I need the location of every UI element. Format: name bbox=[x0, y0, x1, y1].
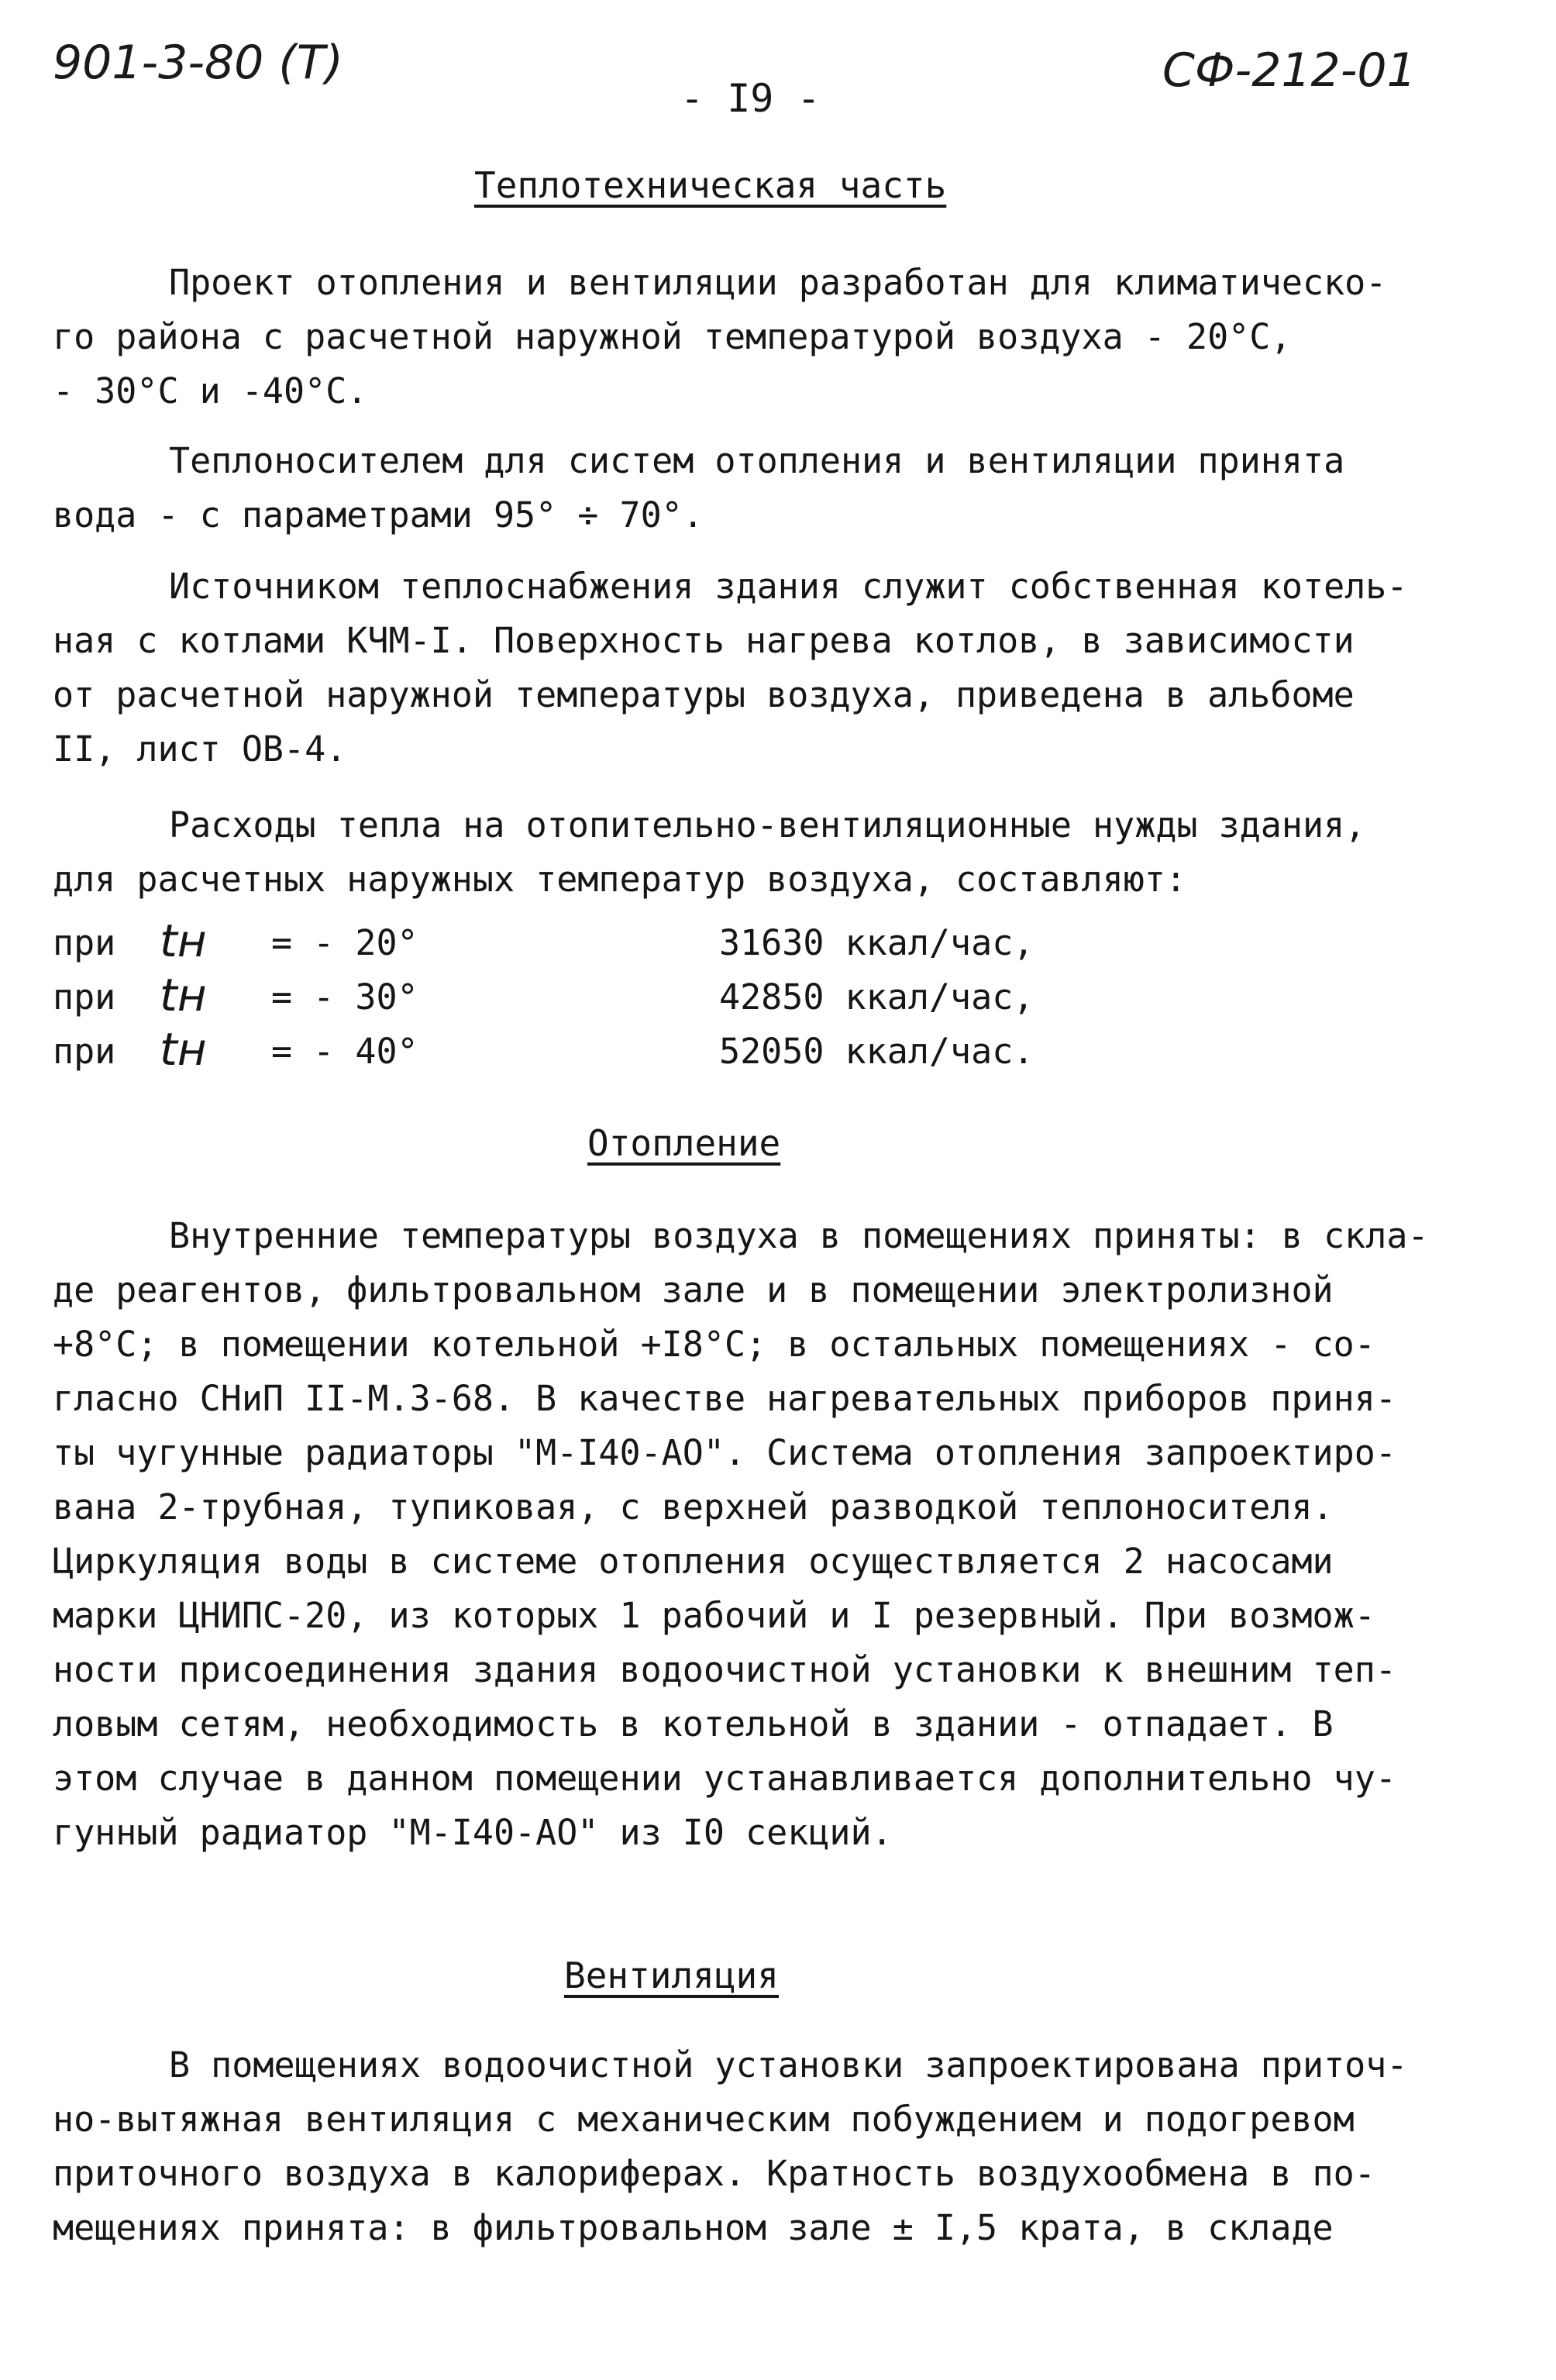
heat-load-row: при tн = - 20° 31630 ккал/час, bbox=[53, 914, 1034, 967]
temperature-symbol: tн bbox=[160, 914, 207, 967]
paragraph-heat-carrier: Теплоносителем для систем отопления и вентиляции принята вода - с параметрами 95° ÷ 70°. bbox=[53, 440, 1345, 536]
paragraph-heat-consumption: Расходы тепла на отопительно-вентиляционные нужды здания, для расчетных наружных температур воздуха, составляют: bbox=[53, 804, 1366, 900]
page-number: - I9 - bbox=[680, 76, 821, 121]
heat-load-row: при tн = - 40° 52050 ккал/час. bbox=[53, 1023, 1034, 1076]
paragraph-internal-temperatures: Внутренние температуры воздуха в помещениях приняты: в скла- де реагентов, фильтровальном зале и в помещении электролизной +8°С; в помещении котельной +I8°С; в остальных помещениях - со- гласно СНиП II-М.3-68. В качестве нагревательных приборов приня- ты чугунные радиаторы "М-I40-АО". Система отопления запроектиро- вана 2-трубная, тупиковая, с верхней разводкой теплоносителя. Циркуляция воды в системе отопления осуществляется 2 насосами марки ЦНИПС-20, из которых 1 рабочий и I резервный. При возмож- ности присоединения здания водоочистной установки к внешним теп- ловым сетям, необходимость в котельной в здании - отпадает. В этом случае в данном помещении устанавливается дополнительно чу- гунный радиатор "М-I40-АО" из I0 секций. bbox=[53, 1215, 1429, 1853]
paragraph-heating-design: Проект отопления и вентиляции разработан для климатическо- го района с расчетной наружной температурой воздуха - 20°С, - 30°С и -40°С. bbox=[53, 262, 1387, 412]
section-title-heating: Отопление bbox=[587, 1122, 781, 1164]
temperature-symbol: tн bbox=[160, 1023, 207, 1076]
document-code-right: СФ-212-01 bbox=[1162, 43, 1417, 98]
heat-load-row: при tн = - 30° 42850 ккал/час, bbox=[53, 969, 1034, 1021]
paragraph-ventilation: В помещениях водоочистной установки запроектирована приточ- но-вытяжная вентиляция с механическим побуждением и подогревом приточного воздуха в калориферах. Кратность воздухообмена в по- мещениях принята: в фильтровальном зале ± I,5 крата, в складе bbox=[53, 2044, 1408, 2248]
paragraph-heat-supply-source: Источником теплоснабжения здания служит собственная котель- ная с котлами КЧМ-I. Поверхность нагрева котлов, в зависимости от расчетной наружной температуры воздуха, приведена в альбоме II, лист ОВ-4. bbox=[53, 566, 1408, 770]
section-title-heat-engineering: Теплотехническая часть bbox=[474, 164, 947, 206]
temperature-symbol: tн bbox=[160, 969, 207, 1021]
section-title-ventilation: Вентиляция bbox=[564, 1955, 779, 1996]
document-code-left: 901-3-80 (T) bbox=[53, 36, 343, 90]
